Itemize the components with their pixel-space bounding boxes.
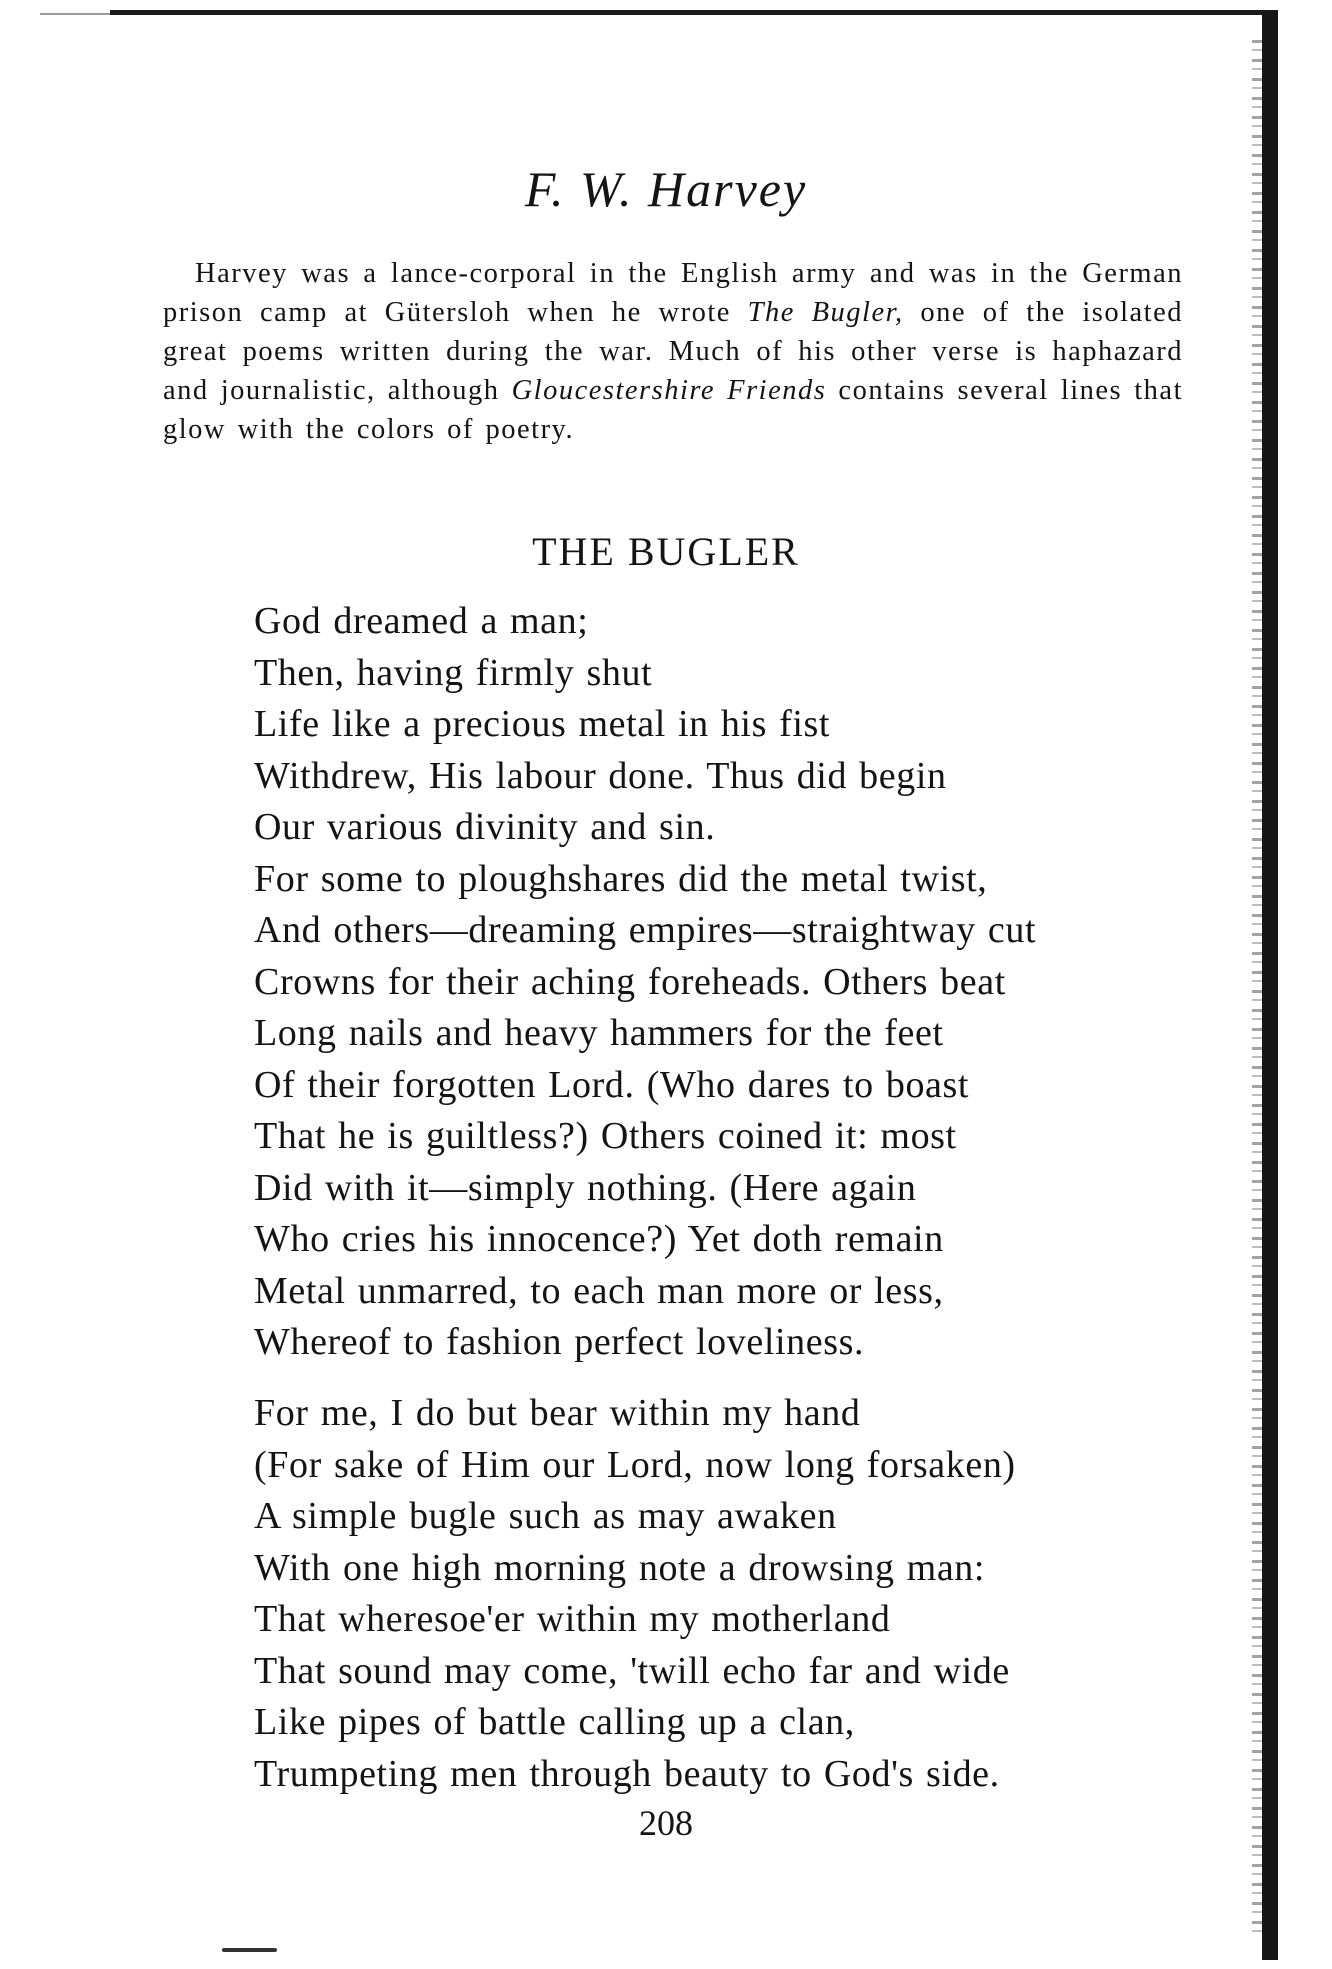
stanza-2: [254, 1388, 1016, 1800]
author-heading: F. W. Harvey: [524, 161, 808, 217]
poem-line: That he is guiltless?) Others coined it: most: [254, 1115, 957, 1157]
intro-paragraph: [163, 254, 1183, 449]
poem-line: Whereof to fashion perfect loveliness.: [254, 1321, 865, 1363]
poem-line: That sound may come, 'twill echo far and wide: [254, 1649, 1010, 1692]
poem-line: And others—dreaming empires—straightway cut: [254, 909, 1037, 951]
poem-line: Life like a precious metal in his fist: [254, 703, 831, 745]
poem-line: With one high morning note a drowsing man:: [254, 1546, 986, 1589]
intro-text-3: contains several lines that glow with the colors of poetry.: [163, 375, 1183, 445]
poem-line: Trumpeting men through beauty to God's side.: [254, 1752, 1000, 1795]
poem-line: God dreamed a man;: [254, 600, 589, 642]
top-rule-faint: [40, 13, 120, 15]
top-rule: [110, 10, 1275, 15]
poem-line: Withdrew, His labour done. Thus did begin: [254, 754, 947, 797]
poem-line: That wheresoe'er within my motherland: [254, 1598, 891, 1640]
stanza-1: [254, 596, 1036, 1369]
poem-line: Did with it—simply nothing. (Here again: [254, 1166, 917, 1209]
page-edge-shadow: [1262, 10, 1278, 1960]
intro-title-bugler: The Bugler,: [747, 297, 904, 328]
poem-line: Of their forgotten Lord. (Who dares to boast: [254, 1063, 970, 1106]
poem-line: For me, I do but bear within my hand: [254, 1392, 861, 1434]
poem-line: Who cries his innocence?) Yet doth remain: [254, 1218, 944, 1260]
poem-line: Crowns for their aching foreheads. Others beat: [254, 960, 1006, 1003]
poem-line: Our various divinity and sin.: [254, 806, 716, 848]
poem-line: For some to ploughshares did the metal twist,: [254, 857, 988, 900]
intro-text-2: one of the isolated great poems written during the war. Much of his other verse is haphazard and journalistic, although: [163, 297, 1183, 406]
poem-line: Long nails and heavy hammers for the feet: [254, 1012, 944, 1054]
page-number: 208: [639, 1803, 693, 1843]
intro-title-gloucestershire: Gloucestershire Friends: [511, 375, 827, 406]
poem-line: Metal unmarred, to each man more or less,: [254, 1269, 944, 1312]
poem-title: THE BUGLER: [532, 529, 800, 574]
poem-line: (For sake of Him our Lord, now long forsaken): [254, 1443, 1016, 1486]
intro-text-1: Harvey was a lance-corporal in the English army and was in the German prison camp at Gütersloh when he wrote: [163, 258, 1183, 328]
poem-line: Like pipes of battle calling up a clan,: [254, 1701, 855, 1743]
poem-line: Then, having firmly shut: [254, 651, 653, 694]
poem-line: A simple bugle such as may awaken: [254, 1495, 837, 1537]
scan-smudge: [222, 1948, 277, 1952]
page-edge-fringe: [1252, 40, 1262, 1940]
